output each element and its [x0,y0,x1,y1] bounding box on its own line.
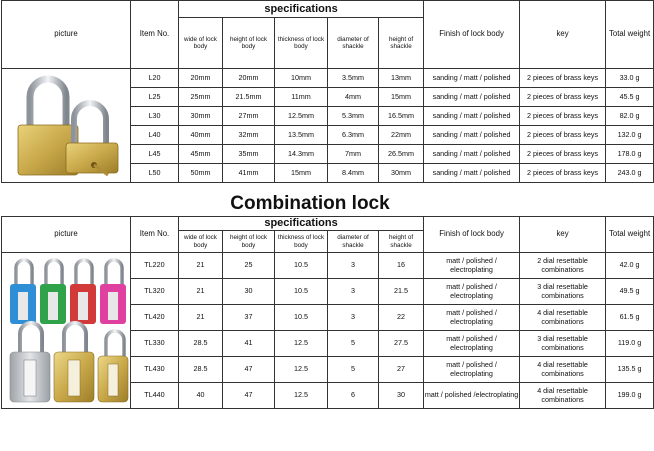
item-no: L20 [131,69,179,88]
item-no: L25 [131,88,179,107]
cell-finish: sanding / matt / polished [424,107,520,126]
cell-wide: 40 [179,383,223,409]
cell-key: 4 dial resettable combinations [520,383,606,409]
combination-lock-table [1,216,654,409]
cell-shackle: 16 [379,253,424,279]
item-no: TL440 [131,383,179,409]
cell-height: 30 [223,279,275,305]
brass-padlock-image [2,69,131,183]
cell-weight: 42.0 g [606,253,654,279]
cell-key: 4 dial resettable combinations [520,305,606,331]
cell-wide: 25mm [179,88,223,107]
header-thickness: thickness of lock body [275,231,328,253]
cell-weight: 61.5 g [606,305,654,331]
header-thickness: thickness of lock body [275,18,328,69]
cell-height: 21.5mm [223,88,275,107]
table-row [2,253,654,279]
cell-finish: matt / polished / electroplating [424,357,520,383]
header-height-shackle: height of shackle [379,18,424,69]
cell-key: 3 dial resettable combinations [520,331,606,357]
cell-height: 27mm [223,107,275,126]
header-total-weight: Total weight [606,1,654,69]
item-no: L45 [131,145,179,164]
cell-weight: 135.5 g [606,357,654,383]
cell-thickness: 12.5 [275,357,328,383]
cell-diameter: 4mm [328,88,379,107]
cell-finish: matt / polished /electroplating [424,383,520,409]
header-total-weight: Total weight [606,217,654,253]
cell-diameter: 3 [328,305,379,331]
cell-finish: matt / polished / electroplating [424,253,520,279]
header-item-no: Item No. [131,1,179,69]
header-height-shackle: height of shackle [379,231,424,253]
cell-weight: 132.0 g [606,126,654,145]
cell-finish: sanding / matt / polished [424,145,520,164]
cell-key: 2 pieces of brass keys [520,164,606,183]
item-no: L40 [131,126,179,145]
header-diameter: diameter of shackle [328,231,379,253]
cell-key: 2 pieces of brass keys [520,126,606,145]
cell-shackle: 27.5 [379,331,424,357]
cell-weight: 82.0 g [606,107,654,126]
cell-height: 47 [223,357,275,383]
cell-height: 25 [223,253,275,279]
cell-thickness: 10.5 [275,253,328,279]
header-finish: Finish of lock body [424,217,520,253]
item-no: TL330 [131,331,179,357]
cell-height: 47 [223,383,275,409]
cell-diameter: 3 [328,279,379,305]
cell-height: 35mm [223,145,275,164]
item-no: TL430 [131,357,179,383]
cell-wide: 28.5 [179,331,223,357]
cell-diameter: 6.3mm [328,126,379,145]
cell-finish: matt / polished / electroplating [424,279,520,305]
cell-thickness: 10.5 [275,305,328,331]
cell-key: 2 pieces of brass keys [520,145,606,164]
header-diameter: diameter of shackle [328,18,379,69]
cell-wide: 20mm [179,69,223,88]
cell-wide: 21 [179,305,223,331]
cell-shackle: 21.5 [379,279,424,305]
header-item-no: Item No. [131,217,179,253]
cell-finish: matt / polished / electroplating [424,331,520,357]
cell-shackle: 27 [379,357,424,383]
cell-wide: 45mm [179,145,223,164]
cell-thickness: 15mm [275,164,328,183]
cell-height: 32mm [223,126,275,145]
item-no: TL320 [131,279,179,305]
cell-key: 3 dial resettable combinations [520,279,606,305]
header-finish: Finish of lock body [424,1,520,69]
cell-thickness: 12.5 [275,383,328,409]
cell-shackle: 22 [379,305,424,331]
cell-shackle: 16.5mm [379,107,424,126]
cell-diameter: 8.4mm [328,164,379,183]
table-row [2,69,654,88]
cell-diameter: 5.3mm [328,107,379,126]
cell-wide: 50mm [179,164,223,183]
header-picture: picture [2,217,131,253]
cell-height: 20mm [223,69,275,88]
cell-thickness: 14.3mm [275,145,328,164]
cell-shackle: 13mm [379,69,424,88]
cell-key: 2 dial resettable combinations [520,253,606,279]
header-wide: wide of lock body [179,18,223,69]
cell-weight: 33.0 g [606,69,654,88]
cell-diameter: 3.5mm [328,69,379,88]
cell-shackle: 30 [379,383,424,409]
item-no: TL220 [131,253,179,279]
cell-diameter: 5 [328,331,379,357]
cell-key: 4 dial resettable combinations [520,357,606,383]
cell-wide: 21 [179,279,223,305]
cell-weight: 45.5 g [606,88,654,107]
cell-diameter: 6 [328,383,379,409]
header-key: key [520,1,606,69]
cell-shackle: 22mm [379,126,424,145]
cell-thickness: 11mm [275,88,328,107]
cell-weight: 178.0 g [606,145,654,164]
cell-thickness: 12.5mm [275,107,328,126]
key-lock-table [1,0,654,183]
cell-wide: 30mm [179,107,223,126]
cell-weight: 119.0 g [606,331,654,357]
cell-finish: matt / polished / electroplating [424,305,520,331]
header-specifications: specifications [179,217,424,231]
header-key: key [520,217,606,253]
cell-height: 41mm [223,164,275,183]
cell-thickness: 13.5mm [275,126,328,145]
header-specifications: specifications [179,1,424,18]
cell-weight: 243.0 g [606,164,654,183]
cell-wide: 21 [179,253,223,279]
cell-shackle: 30mm [379,164,424,183]
cell-key: 2 pieces of brass keys [520,88,606,107]
cell-key: 2 pieces of brass keys [520,107,606,126]
cell-diameter: 7mm [328,145,379,164]
header-height-body: height of lock body [223,231,275,253]
combination-lock-title: Combination lock [230,193,390,214]
cell-wide: 40mm [179,126,223,145]
cell-key: 2 pieces of brass keys [520,69,606,88]
cell-finish: sanding / matt / polished [424,164,520,183]
combination-padlocks-image [2,253,131,409]
cell-weight: 49.5 g [606,279,654,305]
cell-finish: sanding / matt / polished [424,126,520,145]
cell-finish: sanding / matt / polished [424,88,520,107]
header-wide: wide of lock body [179,231,223,253]
cell-height: 41 [223,331,275,357]
cell-weight: 199.0 g [606,383,654,409]
header-height-body: height of lock body [223,18,275,69]
cell-diameter: 3 [328,253,379,279]
cell-finish: sanding / matt / polished [424,69,520,88]
cell-shackle: 15mm [379,88,424,107]
item-no: TL420 [131,305,179,331]
cell-thickness: 10mm [275,69,328,88]
item-no: L30 [131,107,179,126]
item-no: L50 [131,164,179,183]
cell-wide: 28.5 [179,357,223,383]
cell-shackle: 26.5mm [379,145,424,164]
cell-height: 37 [223,305,275,331]
cell-thickness: 10.5 [275,279,328,305]
header-picture: picture [2,1,131,69]
cell-thickness: 12.5 [275,331,328,357]
cell-diameter: 5 [328,357,379,383]
